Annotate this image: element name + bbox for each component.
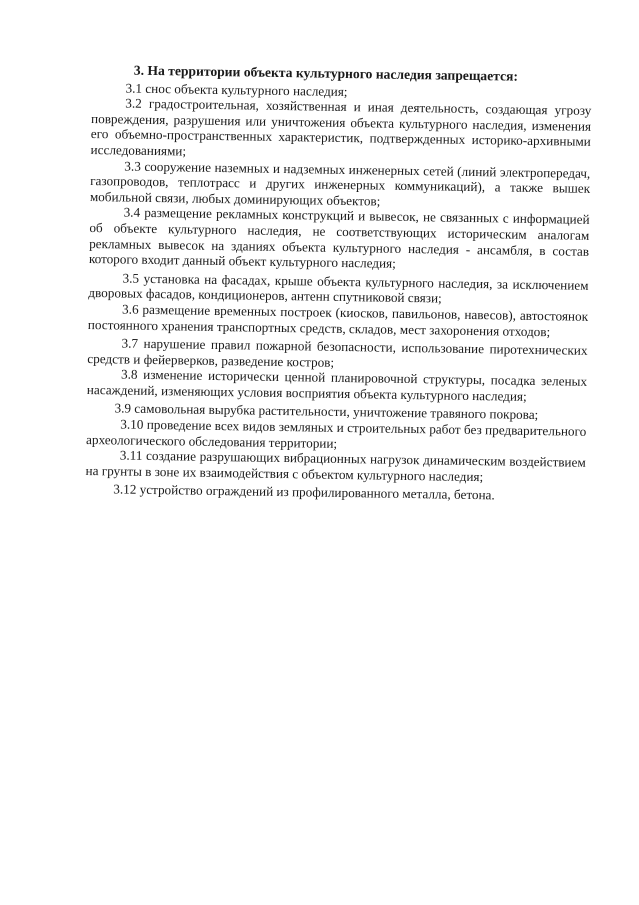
list-item-3-7: 3.7 нарушение правил пожарной безопасности, использование пиротехнических средств и фейерверков, разведение костров; (87, 335, 588, 370)
list-item-3-10: 3.10 проведение всех видов земляных и строительных работ без предварительного археологического обследования территории; (85, 416, 587, 451)
section-heading: 3. На территории объекта культурного наследия запрещается: (133, 62, 519, 84)
list-item-3-9: 3.9 самовольная вырубка растительности, уничтожение травяного покрова; (114, 400, 539, 423)
list-item-3-12: 3.12 устройство ограждений из профилированного металла, бетона. (113, 481, 495, 503)
list-item-3-3: 3.3 сооружение наземных и надземных инженерных сетей (линий электропередач, газопроводов, теплотрасс и других инженерных коммуникаций), а также вышек мобильной связи, любых доминирующих объектов; (89, 158, 591, 209)
document-body (85, 62, 592, 505)
list-item-3-11: 3.11 создание разрушающих вибрационных нагрузок динамическим воздействием на грунты в зоне их взаимодействия с объектом культурного наследия; (85, 447, 586, 485)
list-item-3-5: 3.5 установка на фасадах, крыше объекта культурного наследия, за исключением дворовых фасадов, кондиционеров, антенн спутниковой связи; (88, 270, 589, 306)
list-item-3-6: 3.6 размещение временных построек (киосков, павильонов, навесов), автостоянок постоянного хранения транспортных средств, складов, мест захоронения отходов; (87, 301, 589, 339)
list-item-3-2: 3.2 градостроительная, хозяйственная и иная деятельность, создающая угрозу повреждения, разрушения или уничтожения объекта культурного наследия, изменения его объемно-пространственных характеристик, подтвержденных историко-архивными исследованиями; (90, 95, 592, 159)
list-item-3-8: 3.8 изменение исторически ценной планировочной структуры, посадка зеленых насаждений, изменяющих условия восприятия объекта культурного наследия; (86, 366, 588, 404)
list-item-3-1: 3.1 снос объекта культурного наследия; (125, 80, 348, 99)
list-item-3-4: 3.4 размещение рекламных конструкций и вывесок, не связанных с информацией об объекте культурного наследия, не соответствующих историческим аналогам рекламных вывесок на зданиях объекта культурного наследия - ансамбля, в состав которого входит данный объект культурного наследия; (88, 204, 590, 271)
